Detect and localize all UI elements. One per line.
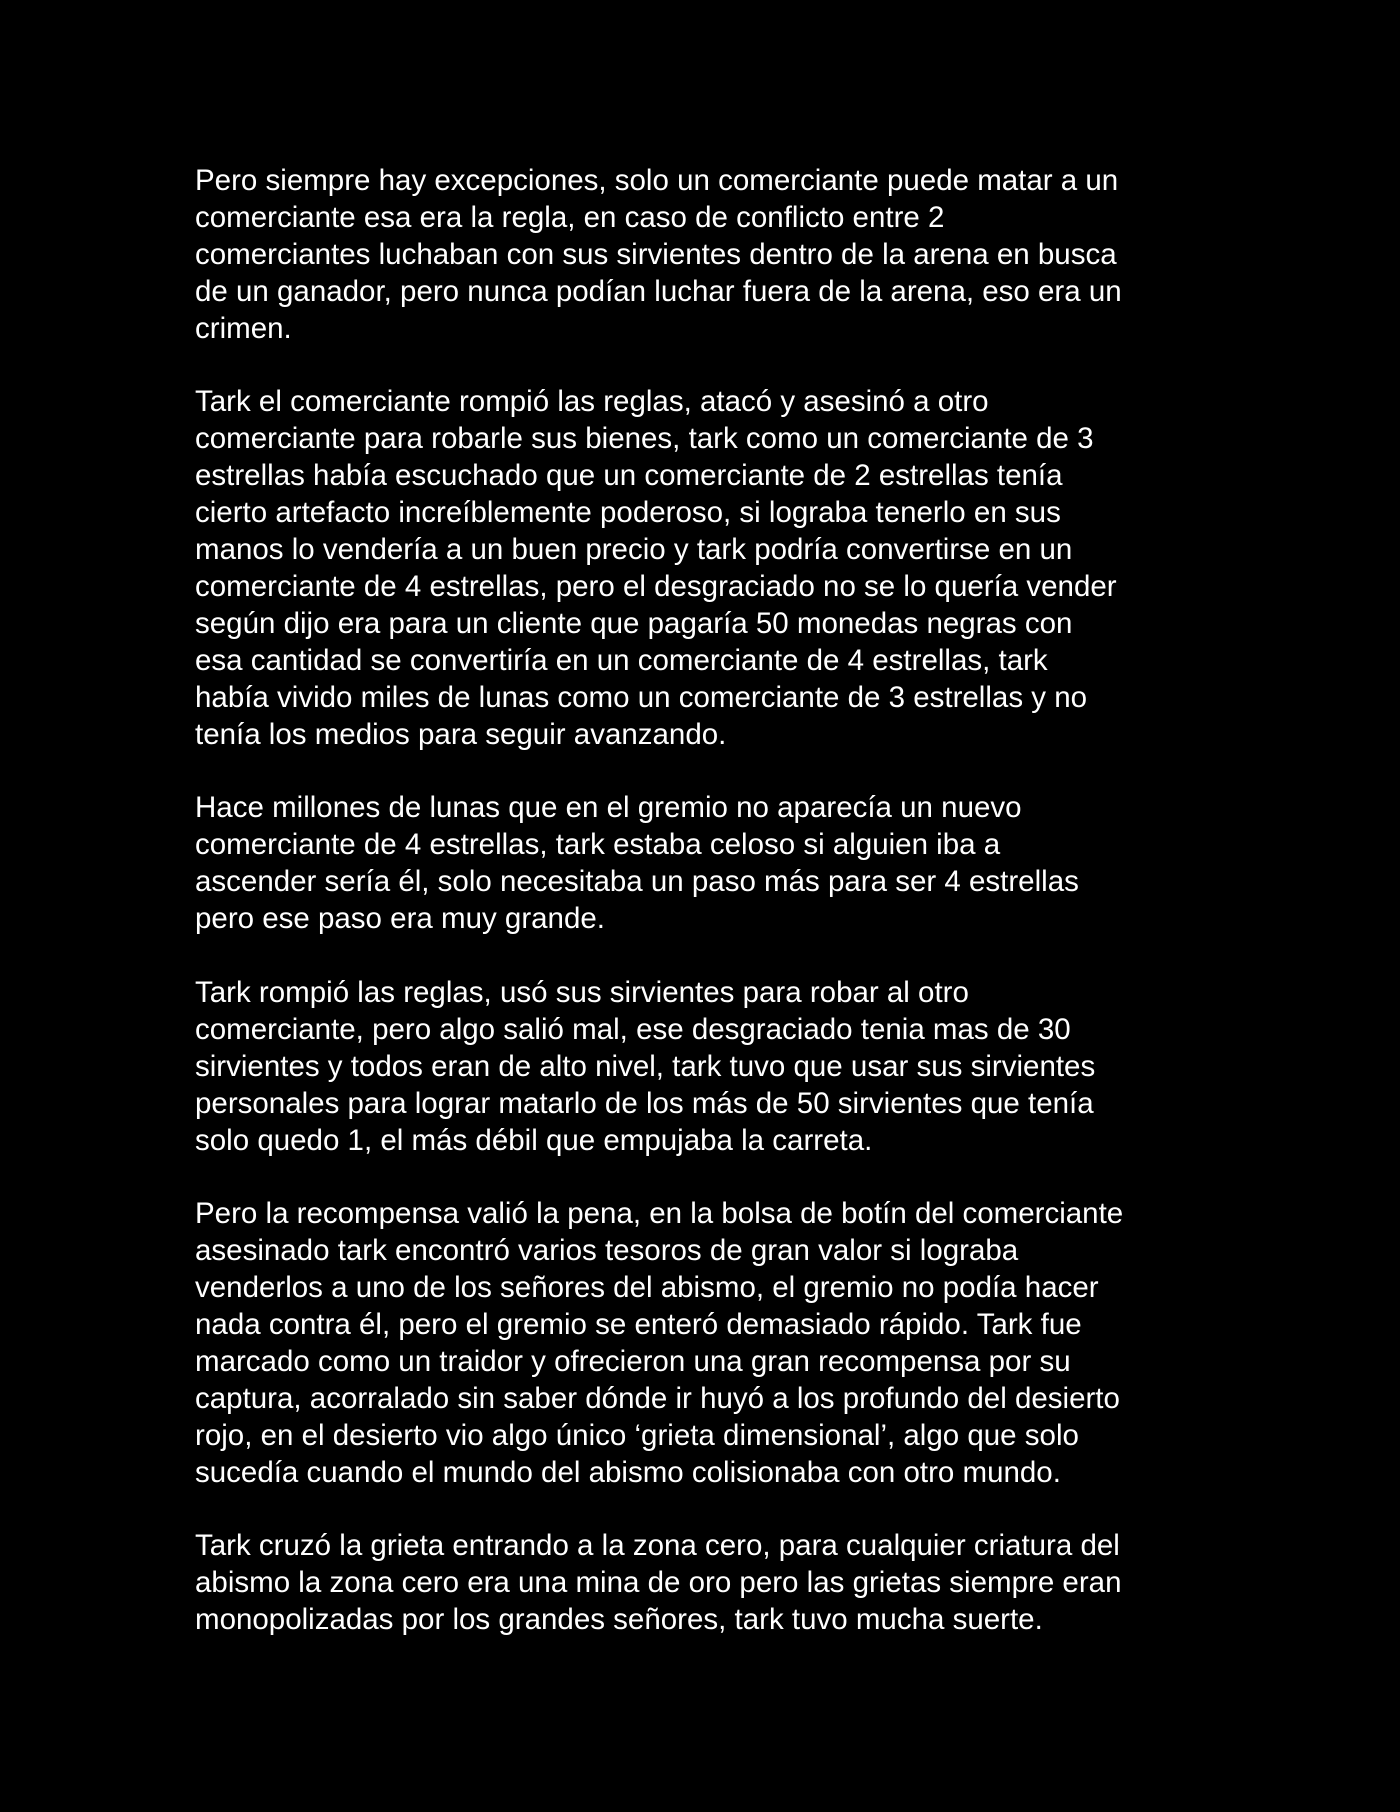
paragraph-4: Tark rompió las reglas, usó sus sirvientes para robar al otro comerciante, pero algo salió mal, ese desgraciado tenia mas de 30 sirvientes y todos eran de alto nivel, tark tuvo que usar sus sirvientes personales para lograr matarlo de los más de 50 sirvientes que tenía solo quedo 1, el más débil que empujaba la carreta.: [195, 975, 1096, 1157]
paragraph-6: Tark cruzó la grieta entrando a la zona cero, para cualquier criatura del abismo la zona cero era una mina de oro pero las grietas siempre eran monopolizadas por los grandes señores, tark tuvo mucha suerte.: [195, 1529, 1122, 1637]
paragraph-2: Tark el comerciante rompió las reglas, atacó y asesinó a otro comerciante para robarle sus bienes, tark como un comerciante de 3 estrellas había escuchado que un comerciante de 2 estrellas tenía cierto artefacto increíblemente poderoso, si lograba tenerlo en sus manos lo vendería a un buen precio y tark podría convertirse en un comerciante de 4 estrellas, pero el desgraciado no se lo quería vender según dijo era para un cliente que pagaría 50 monedas negras con esa cantidad se convertiría en un comerciante de 4 estrellas, tark había vivido miles de lunas como un comerciante de 3 estrellas y no tenía los medios para seguir avanzando.: [195, 385, 1117, 751]
paragraph-3: Hace millones de lunas que en el gremio no aparecía un nuevo comerciante de 4 estrellas, tark estaba celoso si alguien iba a ascender sería él, solo necesitaba un paso más para ser 4 estrellas pero ese paso era muy grande.: [195, 791, 1079, 936]
paragraph-1: Pero siempre hay excepciones, solo un comerciante puede matar a un comerciante esa era la regla, en caso de conflicto entre 2 comerciantes luchaban con sus sirvientes dentro de la arena en busca de un ganador, pero nunca podían luchar fuera de la arena, eso era un crimen.: [195, 164, 1122, 345]
body-text: [195, 163, 1225, 1639]
paragraph-5: Pero la recompensa valió la pena, en la bolsa de botín del comerciante asesinado tark encontró varios tesoros de gran valor si lograba venderlos a uno de los señores del abismo, el gremio no podía hacer nada contra él, pero el gremio se enteró demasiado rápido. Tark fue marcado como un traidor y ofrecieron una gran recompensa por su captura, acorralado sin saber dónde ir huyó a los profundo del desierto rojo, en el desierto vio algo único ‘grieta dimensional’, algo que solo sucedía cuando el mundo del abismo colisionaba con otro mundo.: [195, 1197, 1124, 1489]
